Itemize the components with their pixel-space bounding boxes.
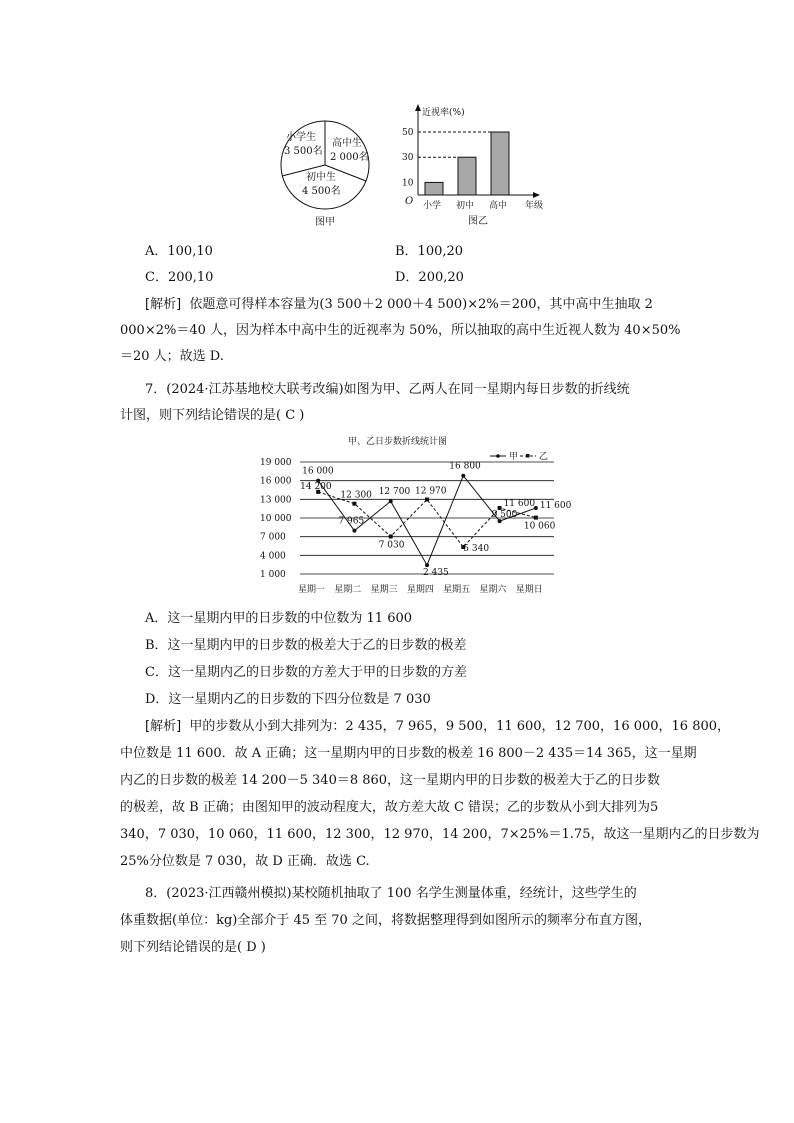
pie-chart: [268, 118, 383, 230]
pie-label-middle-name: 初中生: [306, 172, 336, 183]
point-甲-2: [352, 529, 356, 533]
q7-analysis-line-5: 340，7 030，10 060，11 600，12 300，12 970，14 200，7×25%＝1.75，故这一星期内乙的日步数为: [120, 827, 760, 842]
q7-analysis-line-6: 25%分位数是 7 030，故 D 正确．故选 C.: [120, 854, 370, 869]
q7-analysis-line-3: 内乙的日步数的极差 14 200－5 340＝8 860，这一星期内甲的日步数的极差大于乙的日步数: [120, 773, 661, 788]
bar-y-tick-30: 30: [402, 153, 414, 164]
pie-label-primary-count: 3 500名: [284, 146, 323, 157]
q7-stem-line-2: 计图，则下列结论错误的是( C ): [120, 408, 305, 423]
label-甲-5: 16 800: [449, 461, 481, 472]
legend-b-marker: [526, 454, 530, 458]
q6-analysis-line-3: ＝20 人；故选 D.: [120, 349, 224, 364]
q7-analysis-text-1: 甲的步数从小到大排列为：2 435，7 965，9 500，11 600，12 700，16 000，16 800，: [189, 719, 731, 734]
label-甲-3: 12 700: [378, 487, 411, 498]
label-乙-1: 14 200: [300, 481, 332, 492]
line-chart-legend: [490, 451, 548, 462]
pie-label-primary-name: 小学生: [286, 132, 316, 143]
q6-analysis-line-1: [145, 296, 653, 314]
step-line-chart: [258, 430, 572, 598]
point-乙-7: [534, 516, 538, 520]
pie-label-middle-count: 4 500名: [302, 186, 341, 197]
legend-a-label: 甲: [509, 452, 519, 462]
point-乙-2: [352, 502, 356, 506]
x-tick-6: 星期六: [479, 585, 507, 595]
bar-xlabel: 年级: [525, 201, 544, 211]
x-tick-5: 星期五: [443, 585, 471, 595]
x-tick-1: 星期一: [298, 585, 326, 595]
q6-analysis-line-2: 000×2%＝40 人，因为样本中高中生的近视率为 50%，所以抽取的高中生近视人数为 40×50%: [120, 323, 681, 338]
q7-analysis-line-4: 的极差，故 B 正确；由图知甲的波动程度大，故方差大故 C 错误；乙的步数从小到大排列为5: [120, 800, 659, 815]
bar-y-arrow: [415, 104, 421, 111]
legend-a-marker: [496, 454, 500, 458]
q7-analysis-line-1: [145, 718, 730, 736]
q8-stem-line-3: 则下列结论错误的是( D ): [120, 940, 266, 955]
label-甲-4: 2 435: [423, 568, 449, 579]
q6-analysis-tag: [解析]: [145, 297, 182, 312]
label-甲-1: 16 000: [302, 466, 334, 477]
x-tick-4: 星期四: [406, 585, 434, 595]
bar-ylabel: 近视率(%): [422, 108, 465, 118]
label-乙-5: 5 340: [463, 543, 490, 554]
pie-caption: 图甲: [315, 217, 335, 228]
q6-analysis-text-1: 依题意可得样本容量为(3 500＋2 000＋4 500)×2%＝200，其中高中生抽取 2: [189, 297, 653, 312]
y-tick-7000: 7 000: [260, 532, 286, 543]
q6-option-d: D．200,20: [395, 270, 464, 285]
q8-stem-line-1: 8．(2023·江西赣州模拟)某校随机抽取了 100 名学生测量体重，经统计，这些学生的: [145, 886, 637, 901]
bar-category-初中: 初中: [456, 201, 475, 211]
legend-b-label: 乙: [539, 452, 549, 462]
label-乙-7: 10 060: [523, 521, 556, 532]
y-tick-4000: 4 000: [260, 551, 286, 562]
x-tick-2: 星期二: [334, 585, 362, 595]
bar-category-小学: 小学: [423, 201, 442, 211]
point-乙-3: [389, 534, 393, 538]
y-tick-16000: 16 000: [260, 476, 292, 487]
q7-analysis-tag: [解析]: [145, 719, 182, 734]
bar-高中: [491, 132, 509, 195]
q8-stem-line-2: 体重数据(单位：kg)全部介于 45 至 70 之间，将数据整理得到如图所示的频率分布直方图，: [120, 913, 651, 928]
q7-option-b: B．这一星期内甲的日步数的极差大于乙的日步数的极差: [145, 638, 467, 653]
label-甲-7: 11 600: [539, 501, 572, 512]
label-乙-4: 12 970: [415, 486, 447, 497]
q6-option-b: B．100,20: [395, 244, 464, 259]
label-乙-3: 7 030: [378, 540, 405, 551]
q7-analysis-line-2: 中位数是 11 600．故 A 正确；这一星期内甲的日步数的极差 16 800－2 435＝14 365，这一星期: [120, 746, 697, 761]
x-tick-7: 星期日: [515, 585, 543, 595]
bar-origin: O: [405, 196, 414, 207]
q6-option-c: C．200,10: [145, 270, 214, 285]
bar-category-高中: 高中: [489, 201, 508, 211]
point-乙-4: [425, 498, 429, 502]
label-乙-6: 11 600: [503, 499, 536, 510]
q7-option-c: C．这一星期内乙的日步数的方差大于甲的日步数的方差: [145, 665, 467, 680]
y-tick-10000: 10 000: [260, 514, 292, 524]
q7-option-d: D．这一星期内乙的日步数的下四分位数是 7 030: [145, 692, 431, 707]
label-甲-6: 9 500: [491, 510, 518, 521]
y-tick-1000: 1 000: [260, 570, 286, 580]
point-甲-4: [425, 563, 429, 567]
bar-x-arrow: [533, 192, 540, 198]
q7-option-a: A．这一星期内甲的日步数的中位数为 11 600: [145, 611, 413, 626]
bar-小学: [425, 182, 443, 195]
q7-stem-line-1: 7．(2024·江苏基地校大联考改编)如图为甲、乙两人在同一星期内每日步数的折线统: [145, 382, 630, 397]
y-tick-13000: 13 000: [260, 495, 292, 506]
bar-caption: 图乙: [468, 216, 488, 227]
pie-label-high-name: 高中生: [332, 138, 362, 149]
line-chart-title: 甲、乙日步数折线统计图: [348, 437, 448, 447]
label-甲-2: 7 965: [338, 516, 365, 527]
bar-y-tick-50: 50: [402, 128, 414, 138]
label-乙-2: 12 300: [340, 490, 372, 501]
point-甲-3: [389, 499, 393, 503]
pie-label-high-count: 2 000名: [330, 152, 369, 163]
q6-option-a: A．100,10: [145, 244, 213, 259]
x-tick-3: 星期三: [370, 585, 398, 595]
bar-chart: [398, 100, 558, 230]
y-tick-19000: 19 000: [260, 458, 292, 468]
bar-初中: [458, 157, 476, 195]
point-甲-5: [461, 474, 465, 478]
bar-y-tick-10: 10: [402, 178, 414, 189]
